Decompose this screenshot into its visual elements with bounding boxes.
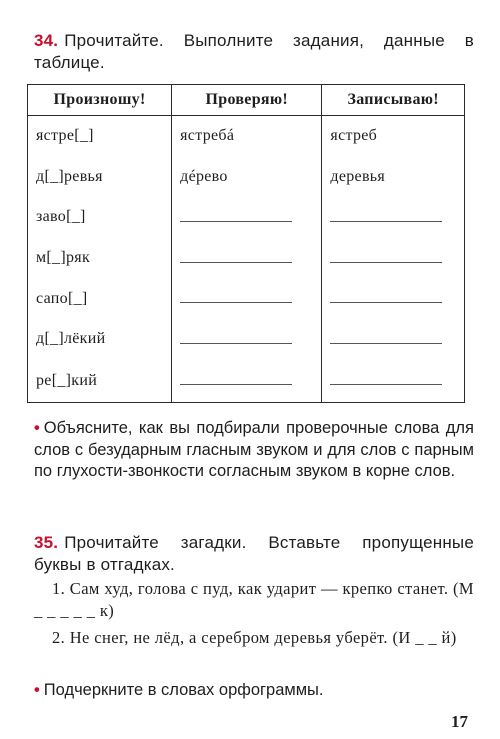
cell-write: деревья bbox=[322, 157, 465, 198]
blank-line bbox=[330, 221, 442, 222]
cell-pronounce: сапо[_] bbox=[28, 278, 172, 319]
answer-blank-write[interactable] bbox=[322, 197, 465, 238]
header-pronounce: Произношу! bbox=[28, 85, 172, 116]
table-row bbox=[28, 278, 465, 319]
answer-blank-check[interactable] bbox=[172, 319, 322, 360]
exercise-35-heading bbox=[34, 532, 474, 576]
table-row bbox=[28, 319, 465, 360]
header-check: Проверяю! bbox=[172, 85, 322, 116]
cell-pronounce: ястре[_] bbox=[28, 116, 172, 157]
cell-write: ястреб bbox=[322, 116, 465, 157]
riddle-1 bbox=[34, 578, 474, 622]
cell-pronounce: д[_]лёкий bbox=[28, 319, 172, 360]
bullet-icon: • bbox=[34, 419, 40, 437]
blank-line bbox=[330, 262, 442, 263]
task-underline-text: Подчеркните в словах орфограммы. bbox=[43, 681, 324, 699]
answer-blank-write[interactable] bbox=[322, 319, 465, 360]
table-row bbox=[28, 197, 465, 238]
exercise-34-heading bbox=[34, 30, 474, 74]
cell-pronounce: д[_]ревья bbox=[28, 157, 172, 198]
table-row bbox=[28, 360, 465, 403]
answer-blank-write[interactable] bbox=[322, 238, 465, 279]
answer-blank-check[interactable] bbox=[172, 238, 322, 279]
table-row bbox=[28, 238, 465, 279]
exercise-35-text: Прочитайте загадки. Вставьте пропущенные буквы в отгадках. bbox=[34, 533, 474, 574]
blank-line bbox=[330, 302, 442, 303]
answer-blank-write[interactable] bbox=[322, 360, 465, 403]
bullet-icon: • bbox=[34, 681, 40, 699]
table-row bbox=[28, 116, 465, 157]
table-header-row bbox=[28, 85, 465, 116]
task-explain-text: Объясните, как вы подбирали проверочные слова для слов с безударным гласным звуком и для слов с парным по глухости-звонкости согласным звуком в корне слов. bbox=[34, 419, 474, 480]
exercise-34-number: 34. bbox=[34, 31, 59, 50]
page-number: 17 bbox=[451, 712, 468, 731]
blank-line bbox=[180, 221, 292, 222]
task-explain bbox=[34, 418, 474, 483]
task-underline bbox=[34, 680, 474, 702]
blank-line bbox=[180, 343, 292, 344]
blank-line bbox=[330, 343, 442, 344]
cell-pronounce: ре[_]кий bbox=[28, 360, 172, 403]
spelling-table bbox=[27, 84, 465, 403]
riddle-2 bbox=[34, 627, 474, 649]
blank-line bbox=[180, 384, 292, 385]
riddle-number: 2. bbox=[52, 628, 66, 647]
blank-line bbox=[330, 384, 442, 385]
cell-pronounce: м[_]ряк bbox=[28, 238, 172, 279]
answer-blank-check[interactable] bbox=[172, 278, 322, 319]
riddle-text: Сам худ, голова с пуд, как ударит — крепко станет. (М _ _ _ _ _ к) bbox=[34, 579, 474, 620]
answer-blank-check[interactable] bbox=[172, 360, 322, 403]
riddle-text: Не снег, не лёд, а серебром деревья уберёт. (И _ _ й) bbox=[69, 628, 457, 647]
blank-line bbox=[180, 262, 292, 263]
exercise-34-text: Прочитайте. Выполните задания, данные в таблице. bbox=[34, 31, 474, 72]
blank-line bbox=[180, 302, 292, 303]
riddle-number: 1. bbox=[52, 579, 66, 598]
table-row bbox=[28, 157, 465, 198]
cell-pronounce: заво[_] bbox=[28, 197, 172, 238]
exercise-35-number: 35. bbox=[34, 533, 59, 552]
cell-check: ястребá bbox=[172, 116, 322, 157]
cell-check: дéрево bbox=[172, 157, 322, 198]
answer-blank-write[interactable] bbox=[322, 278, 465, 319]
header-write: Записываю! bbox=[322, 85, 465, 116]
answer-blank-check[interactable] bbox=[172, 197, 322, 238]
